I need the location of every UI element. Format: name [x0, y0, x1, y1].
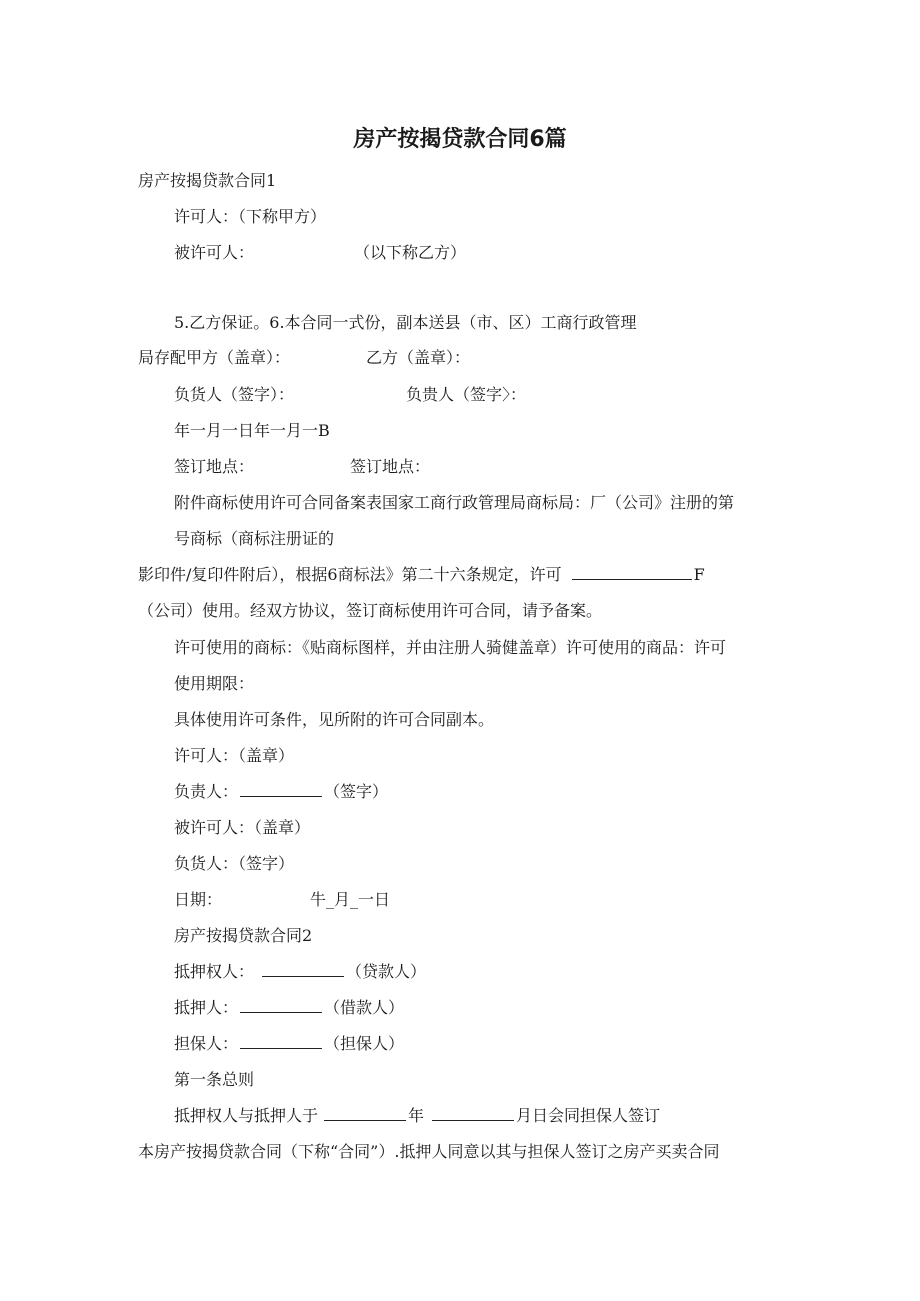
section-heading-contract-1: 房产按揭贷款合同1	[138, 171, 277, 190]
licensee-signatory-line: 负货人：（签字）	[174, 854, 295, 873]
license-conditions-line: 具体使用许可条件，见所附的许可合同副本。	[174, 710, 495, 729]
company-use-line: （公司）使用。经双方协议，签订商标使用许可合同，请予备案。	[138, 601, 603, 620]
license-period-line: 使用期限：	[174, 674, 255, 693]
blank-field	[432, 1105, 514, 1121]
contract-body-line: 本房产按揭贷款合同（下称“合同”）.抵押人同意以其与担保人签订之房产买卖合同	[138, 1142, 720, 1161]
licensor-line: 许可人：（下称甲方）	[174, 207, 327, 226]
blank-field	[240, 781, 322, 797]
licensor-seal-line: 许可人：（盖章）	[174, 746, 295, 765]
blank-field	[572, 564, 692, 580]
responsible-person-line: 负责人： （签字）	[174, 782, 389, 801]
document-title: 房产按揭贷款合同6篇	[353, 127, 567, 152]
article-1-heading: 第一条总则	[174, 1070, 255, 1089]
licensee-line: 被许可人： （以下称乙方）	[174, 243, 467, 262]
licensee-seal-line: 被许可人：（盖章）	[174, 818, 311, 837]
date-line: 年一月一日年一月一B	[174, 421, 330, 440]
blank-field	[262, 961, 344, 977]
clause-5-6-line: 5.乙方保证。6.本合同一式份，副本送县（市、区）工商行政管理	[174, 313, 637, 332]
trademark-law-line: 影印件/复印件附后），根据6商标法》第二十六条规定，许可 F	[138, 565, 705, 584]
party-seal-line: 局存配甲方（盖章）： 乙方（盖章）：	[138, 348, 471, 367]
attachment-line: 附件商标使用许可合同备案表国家工商行政管理局商标局：厂（公司》注册的第	[174, 493, 735, 512]
signing-place-line: 签订地点： 签订地点：	[174, 457, 431, 476]
date-field-line: 日期： 牛_月_一日	[174, 890, 391, 909]
mortgagee-line: 抵押权人： （贷款人）	[174, 962, 427, 981]
section-heading-contract-2: 房产按揭贷款合同2	[174, 926, 313, 945]
licensed-trademark-line: 许可使用的商标：《贴商标图样，并由注册人骑健盖章）许可使用的商品：许可	[174, 638, 727, 657]
signing-date-line: 抵押权人与抵押人于 年 月日会同担保人签订	[174, 1106, 661, 1125]
trademark-number-line: 号商标（商标注册证的	[174, 529, 335, 548]
blank-field	[240, 997, 322, 1013]
signatory-line: 负货人（签字）： 负贵人（签字〉：	[174, 385, 527, 404]
blank-field	[240, 1033, 322, 1049]
guarantor-line: 担保人： （担保人）	[174, 1034, 405, 1053]
blank-field	[324, 1105, 406, 1121]
mortgagor-line: 抵押人： （借款人）	[174, 998, 405, 1017]
